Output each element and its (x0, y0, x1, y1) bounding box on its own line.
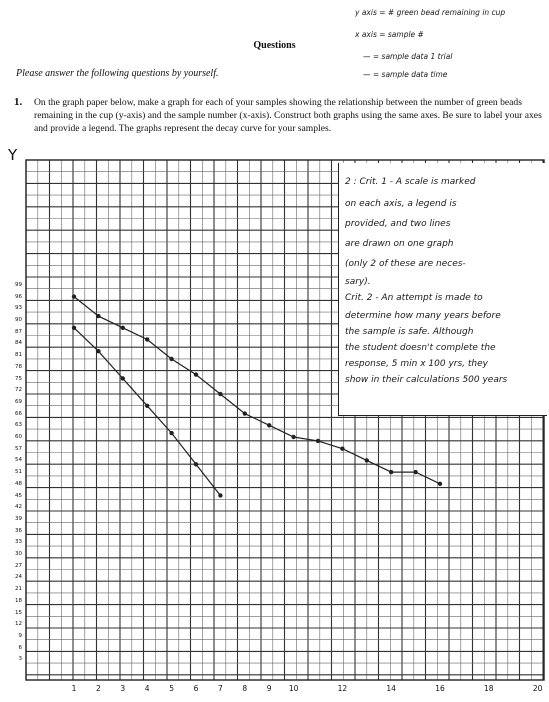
data-point (72, 326, 76, 330)
x-tick-label: 6 (193, 684, 199, 693)
y-tick-label: 27 (15, 562, 22, 569)
data-point (145, 404, 149, 408)
y-tick-label: 48 (15, 480, 22, 487)
note-line: sary). (345, 277, 371, 287)
legend-y-axis: y axis = # green bead remaining in cup (355, 8, 506, 17)
y-tick-label: 36 (15, 527, 22, 534)
data-point (218, 493, 222, 497)
x-tick-label: 3 (120, 684, 126, 693)
y-tick-label: 96 (15, 293, 22, 300)
y-tick-label: 51 (15, 469, 22, 476)
data-point (316, 439, 320, 443)
y-tick-label: 18 (15, 597, 22, 604)
data-point (96, 314, 100, 318)
y-tick-label: 63 (15, 422, 22, 429)
note-line: the sample is safe. Although (345, 327, 474, 337)
data-point (169, 431, 173, 435)
y-tick-label: 99 (15, 281, 22, 288)
legend-series-1: — = sample data 1 trial (363, 52, 453, 61)
y-tick-label: 90 (15, 317, 22, 323)
y-tick-label: 72 (15, 387, 22, 394)
data-point (194, 372, 198, 376)
y-tick-label: 69 (15, 398, 22, 405)
x-tick-label: 2 (96, 684, 101, 693)
y-tick-label: 21 (15, 586, 22, 593)
note-line: response, 5 min x 100 yrs, they (345, 359, 488, 369)
data-point (291, 435, 295, 439)
legend-series-2: — = sample data time (363, 70, 448, 79)
note-line: are drawn on one graph (345, 239, 454, 249)
data-point (145, 337, 149, 341)
y-tick-label: 30 (15, 551, 22, 557)
question-number: 1. (14, 96, 23, 108)
note-line: on each axis, a legend is (345, 199, 457, 209)
note-line: Crit. 2 - An attempt is made to (345, 293, 483, 303)
y-tick-label: 9 (18, 632, 22, 639)
data-point (438, 482, 442, 486)
y-tick-label: 84 (15, 340, 22, 347)
y-tick-label: 33 (15, 539, 22, 546)
note-line: provided, and two lines (345, 219, 451, 229)
x-tick-label: 10 (288, 684, 299, 693)
note-line: 2 : Crit. 1 - A scale is marked (345, 177, 476, 187)
x-tick-label: 16 (435, 684, 445, 693)
y-tick-label: 6 (18, 644, 22, 651)
y-tick-label: 57 (15, 445, 22, 452)
data-point (365, 458, 369, 462)
data-point (96, 349, 100, 353)
data-point (389, 470, 393, 474)
y-tick-label: 39 (15, 515, 22, 522)
instructions-text: Please answer the following questions by yourself. (16, 68, 219, 79)
page-title: Questions (253, 40, 296, 51)
data-point (121, 326, 125, 330)
x-tick-label: 8 (242, 684, 248, 693)
y-tick-label: 42 (15, 504, 22, 511)
y-tick-label: 81 (15, 352, 22, 359)
data-point (413, 470, 417, 474)
y-tick-label: 66 (15, 410, 22, 417)
y-tick-label: 3 (18, 656, 22, 663)
note-line: (only 2 of these are neces- (345, 259, 466, 269)
y-axis-letter: Y (8, 146, 18, 164)
note-line: determine how many years before (345, 311, 501, 321)
data-point (340, 447, 344, 451)
y-tick-label: 15 (15, 609, 22, 616)
y-tick-label: 78 (15, 363, 22, 370)
y-tick-label: 54 (15, 457, 22, 464)
x-tick-label: 14 (386, 684, 396, 693)
x-tick-label: 1 (71, 684, 77, 693)
y-tick-label: 12 (15, 621, 22, 628)
x-tick-label: 12 (337, 684, 348, 693)
grader-note-box (338, 163, 547, 416)
y-tick-label: 75 (15, 375, 22, 382)
data-point (72, 294, 76, 298)
data-point (194, 462, 198, 466)
x-tick-label: 5 (169, 684, 174, 693)
x-tick-label: 9 (266, 684, 272, 693)
x-tick-label: 20 (532, 684, 543, 693)
data-point (267, 423, 271, 427)
x-tick-label: 7 (218, 684, 223, 693)
question-text: On the graph paper below, make a graph for each of your samples showing the relationship between the number of green beads remaining in the cup (y-axis) and the sample number (x-axis). Construct both graphs using the same axes. Be sure to label your axes and provide a legend. The graphs represent the decay curve for your samples. (34, 97, 542, 134)
x-tick-label: 4 (144, 684, 150, 693)
x-tick-label: 18 (484, 684, 494, 693)
legend-x-axis: x axis = sample # (355, 30, 424, 39)
note-line: show in their calculations 500 years (345, 375, 508, 385)
data-point (169, 357, 173, 361)
note-line: the student doesn't complete the (345, 343, 496, 353)
y-tick-label: 87 (15, 328, 22, 335)
y-tick-label: 45 (15, 492, 22, 499)
data-point (121, 376, 125, 380)
y-tick-label: 60 (15, 434, 22, 440)
y-tick-label: 93 (15, 305, 22, 312)
data-point (243, 411, 247, 415)
data-point (218, 392, 222, 396)
y-tick-label: 24 (15, 574, 22, 581)
